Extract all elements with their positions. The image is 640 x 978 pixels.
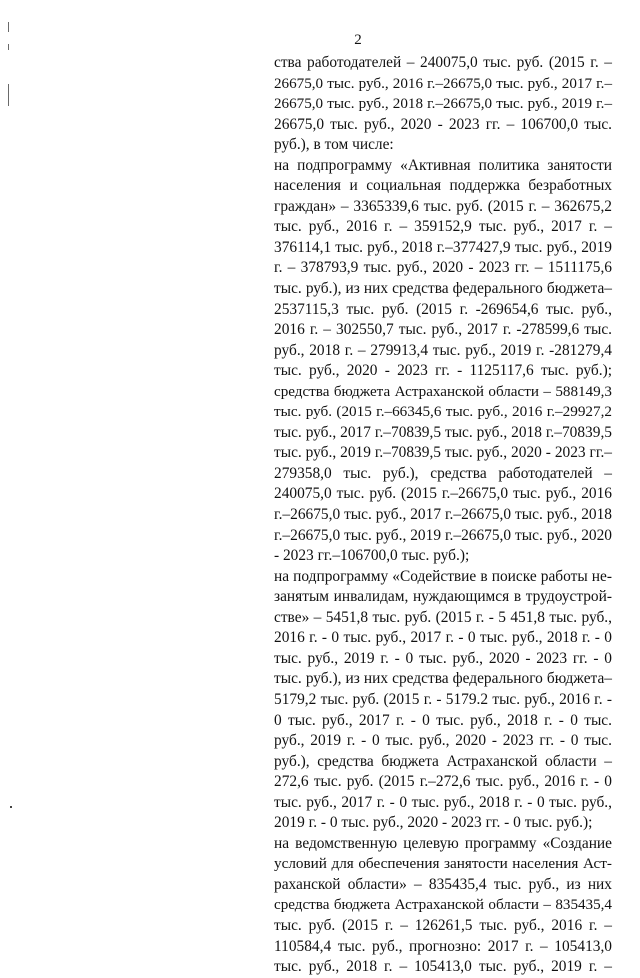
text-line: руб.), в том числе: [274, 136, 394, 154]
text-line: ства работодателей – 240075,0 тыс. руб. (2015 г. – [274, 54, 612, 71]
text-line: 2016 г. - 0 тыс. руб., 2017 г. - 0 тыс. руб., 2018 г. - 0 [274, 629, 612, 647]
text-line: тыс. руб., 2017 г.–70839,5 тыс. руб., 2018 г.–70839,5 [274, 423, 612, 441]
text-line: населения и социальная поддержка безработных [274, 177, 612, 195]
text-line: тыс. руб.), из них средства федерального бюджета– [274, 670, 612, 688]
scan-mark-middle [8, 84, 9, 106]
text-line: 376114,1 тыс. руб., 2018 г.–377427,9 тыс. руб., 2019 [274, 238, 612, 256]
text-line: г. – 378793,9 тыс. руб., 2020 - 2023 гг. – 1511175,6 [274, 259, 612, 277]
text-line: средства бюджета Астраханской области – 835435,4 [274, 897, 612, 914]
text-line: тыс. руб. (2015 г.–66345,6 тыс. руб., 2016 г.–29927,2 [274, 403, 612, 421]
text-line: 0 тыс. руб., 2017 г. - 0 тыс. руб., 2018 г. - 0 тыс. [274, 711, 612, 729]
text-line: тыс. руб., 2018 г. – 105413,0 тыс. руб., 2019 г. – [274, 958, 612, 976]
text-line: раханской области» – 835435,4 тыс. руб., из них [274, 875, 612, 893]
text-line: руб.), средства бюджета Астраханской области – [274, 752, 612, 770]
text-line: 2019 г. - 0 тыс. руб., 2020 - 2023 гг. - 0 тыс. руб.); [274, 814, 593, 832]
text-line: тыс. руб., 2019 г.–70839,5 тыс. руб., 2020 - 2023 гг.– [274, 444, 612, 462]
text-line: 240075,0 тыс. руб. (2015 г.–26675,0 тыс. руб., 2016 [274, 485, 612, 503]
text-line: тыс. руб., 2020 - 2023 гг. - 1125117,6 тыс. руб.); [274, 362, 612, 380]
text-line: тыс. руб., 2017 г. - 0 тыс. руб., 2018 г. - 0 тыс. руб., [274, 793, 612, 811]
text-line: тыс. руб.), из них средства федерального бюджета– [274, 280, 612, 298]
text-line: 26675,0 тыс. руб., 2016 г.–26675,0 тыс. руб., 2017 г.– [274, 75, 612, 92]
document-text-column [274, 53, 612, 978]
text-line: руб., 2019 г. - 0 тыс. руб., 2020 - 2023 гг. - 0 тыс. [274, 732, 612, 750]
text-line: 26675,0 тыс. руб., 2018 г.–26675,0 тыс. руб., 2019 г.– [274, 96, 612, 113]
text-line: 272,6 тыс. руб. (2015 г.–272,6 тыс. руб., 2016 г. - 0 [274, 773, 612, 791]
text-line: 110584,4 тыс. руб., прогнозно: 2017 г. – 105413,0 [274, 937, 612, 955]
scan-mark-dot [10, 806, 12, 808]
text-line: средства бюджета Астраханской области – 588149,3 [274, 383, 612, 400]
text-line: тыс. руб., 2016 г. – 359152,9 тыс. руб., 2017 г. – [274, 218, 612, 236]
text-line: тыс. руб., 2019 г. - 0 тыс. руб., 2020 - 2023 гг. - 0 [274, 649, 612, 667]
text-line: стве» – 5451,8 тыс. руб. (2015 г. - 5 451,8 тыс. руб., [274, 608, 612, 626]
text-line: на ведомственную целевую программу «Создание [274, 834, 612, 852]
text-line: тыс. руб. (2015 г. – 126261,5 тыс. руб., 2016 г. – [274, 916, 612, 934]
text-line: руб., 2018 г. – 279913,4 тыс. руб., 2019 г. -281279,4 [274, 341, 612, 359]
text-line: граждан» – 3365339,6 тыс. руб. (2015 г. – 362675,2 [274, 197, 612, 215]
page-number: 2 [354, 32, 362, 48]
text-line: 2537115,3 тыс. руб. (2015 г. -269654,6 тыс. руб., [274, 300, 612, 318]
text-line: на подпрограмму «Активная политика занятости [274, 156, 612, 174]
text-line: условий для обеспечения занятости населения Аст- [274, 855, 612, 873]
text-line: на подпрограмму «Содействие в поиске работы не- [274, 567, 612, 585]
text-line: 279358,0 тыс. руб.), средства работодателей – [274, 464, 612, 482]
text-line: г.–26675,0 тыс. руб., 2017 г.–26675,0 тыс. руб., 2018 [274, 506, 612, 524]
text-line: 5179,2 тыс. руб. (2015 г. - 5179.2 тыс. руб., 2016 г. - [274, 690, 612, 708]
text-line: 2016 г. – 302550,7 тыс. руб., 2017 г. -278599,6 тыс. [274, 321, 612, 339]
text-line: - 2023 гг.–106700,0 тыс. руб.); [274, 547, 470, 565]
text-line: г.–26675,0 тыс. руб., 2019 г.–26675,0 тыс. руб., 2020 [274, 526, 612, 544]
text-line: занятым инвалидам, нуждающимся в трудоустрой- [274, 588, 612, 606]
text-line: 26675,0 тыс. руб., 2020 - 2023 гг. – 106700,0 тыс. [274, 115, 612, 133]
